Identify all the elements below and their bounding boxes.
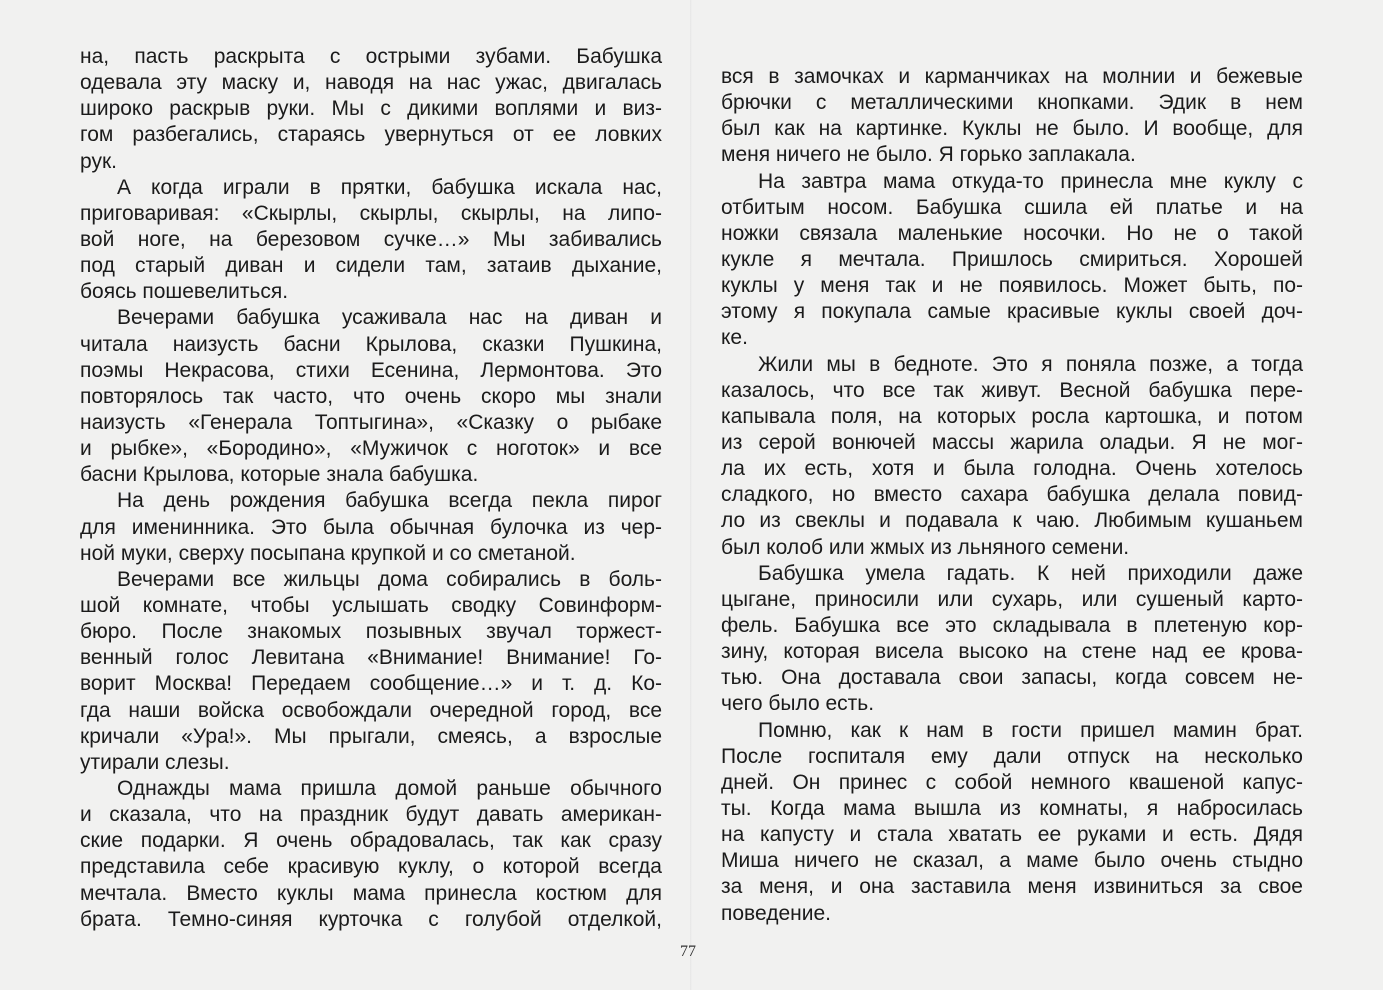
text-line: отбитым носом. Бабушка сшила ей платье и на [721,195,1303,219]
text-line: Миша ничего не сказал, а маме было очень стыдно [721,849,1303,873]
right-column [721,64,1303,927]
text-line: брючки с металлическими кнопками. Эдик в нем [721,91,1303,115]
paragraph [80,175,662,306]
text-line: Вечерами бабушка усаживала нас на диван и [117,306,662,330]
text-line: бюро. После знакомых позывных звучал торжест- [80,620,662,644]
paragraph [80,488,662,566]
text-line: казалось, что все так живут. Весной бабушка пере- [721,378,1303,402]
text-line: был как на картинке. Куклы не было. И вообще, для [721,117,1303,141]
text-line: ты. Когда мама вышла из комнаты, я набросилась [721,796,1303,820]
text-line: кричали «Ура!». Мы прыгали, смеясь, а взрослые [80,724,662,748]
text-line: вой ноге, на березовом сучке…» Мы забивались [80,227,662,251]
text-line: дней. Он принес с собой немного квашеной капус- [721,770,1303,794]
text-line: наизусть «Генерала Топтыгина», «Сказку о рыбаке [80,410,662,434]
text-line: на капусту и стала хватать ее руками и есть. Дядя [721,823,1303,847]
text-line: и рыбке», «Бородино», «Мужичок с ноготок» и все [80,437,662,461]
text-line: ские подарки. Я очень обрадовалась, так как сразу [80,829,662,853]
text-line: рук. [80,149,117,173]
text-line: приговаривая: «Скырлы, скырлы, скырлы, на липо- [80,201,662,225]
text-line: меня ничего не было. Я горько заплакала. [721,143,1136,167]
text-line: поэмы Некрасова, стихи Есенина, Лермонтова. Это [80,358,662,382]
text-line: чего было есть. [721,692,875,716]
text-line: кукле я мечтала. Пришлось смириться. Хорошей [721,247,1303,271]
paragraph [80,305,662,488]
text-line: за меня, и она заставила меня извиниться за свое [721,875,1303,899]
text-line: вся в замочках и карманчиках на молнии и бежевые [721,65,1303,88]
text-line: поведение. [721,901,831,925]
book-gutter [690,0,692,990]
paragraph [721,561,1303,718]
text-line: широко раскрыв руки. Мы с дикими воплями и виз- [80,97,662,121]
text-line: Жили мы в бедноте. Это я поняла позже, а тогда [758,352,1303,376]
paragraph [721,64,1303,169]
text-line: ножки связала маленькие носочки. Но не о такой [721,221,1303,245]
page-number: 77 [680,943,696,960]
text-line: басни Крылова, которые знала бабушка. [80,463,479,487]
left-column [80,44,662,933]
text-line: гом разбегались, стараясь увернуться от ее ловких [80,123,662,147]
text-line: утирали слезы. [80,750,230,774]
text-line: брата. Темно-синяя курточка с голубой отделкой, [80,907,662,931]
text-line: ла их есть, хотя и была голодна. Очень хотелось [721,457,1303,481]
text-line: читала наизусть басни Крылова, сказки Пушкина, [80,332,662,356]
text-line: под старый диван и сидели там, затаив дыхание, [80,254,662,278]
text-line: мечтала. Вместо куклы мама принесла костюм для [80,881,662,905]
text-line: и сказала, что на праздник будут давать американ- [80,803,662,827]
paragraph [721,169,1303,352]
text-line: из серой вонючей массы жарила оладьи. Я не мог- [721,430,1303,454]
text-line: повторялось так часто, что очень скоро мы знали [80,384,662,408]
text-line: А когда играли в прятки, бабушка искала нас, [117,175,662,199]
paragraph [721,352,1303,561]
text-line: одевала эту маску и, наводя на нас ужас, двигалась [80,71,662,95]
text-line: для именинника. Это была обычная булочка из чер- [80,515,662,539]
text-line: Помню, как к нам в гости пришел мамин брат. [758,718,1303,742]
text-line: на, пасть раскрыта с острыми зубами. Бабушка [80,45,662,68]
text-line: На день рождения бабушка всегда пекла пирог [117,489,662,513]
text-line: куклы у меня так и не появилось. Может быть, по- [721,274,1303,298]
text-line: боясь пошевелиться. [80,280,289,304]
text-line: цыгане, приносили или сухарь, или сушеный карто- [721,587,1303,611]
paragraph [80,776,662,933]
paragraph [80,44,662,175]
text-line: зину, которая висела высоко на стене над ее крова- [721,640,1303,664]
text-line: тью. Она доставала свои запасы, когда совсем не- [721,666,1303,690]
text-line: фель. Бабушка все это складывала в плетеную кор- [721,613,1303,637]
text-line: представила себе красивую куклу, о которой всегда [80,855,662,879]
text-line: На завтра мама откуда-то принесла мне куклу с [758,169,1303,193]
paragraph [80,567,662,776]
text-line: Вечерами все жильцы дома собирались в боль- [117,567,662,591]
text-line: ке. [721,326,748,350]
text-line: Однажды мама пришла домой раньше обычного [117,776,662,800]
text-line: был колоб или жмых из льняного семени. [721,535,1130,559]
text-line: ной муки, сверху посыпана крупкой и со сметаной. [80,541,576,565]
text-line: Бабушка умела гадать. К ней приходили даже [758,561,1303,585]
text-line: венный голос Левитана «Внимание! Внимание! Го- [80,646,662,670]
text-line: сладкого, но вместо сахара бабушка делала повид- [721,483,1303,507]
text-line: гда наши войска освобождали очередной город, все [80,698,662,722]
text-line: ворит Москва! Передаем сообщение…» и т. д. Ко- [80,672,662,696]
text-line: После госпиталя ему дали отпуск на несколько [721,744,1303,768]
text-line: шой комнате, чтобы услышать сводку Совинформ- [80,593,662,617]
paragraph [721,718,1303,927]
text-line: ло из свеклы и подавала к чаю. Любимым кушаньем [721,509,1303,533]
text-line: этому я покупала самые красивые куклы своей доч- [721,300,1303,324]
text-line: капывала поля, на которых росла картошка, и потом [721,404,1303,428]
